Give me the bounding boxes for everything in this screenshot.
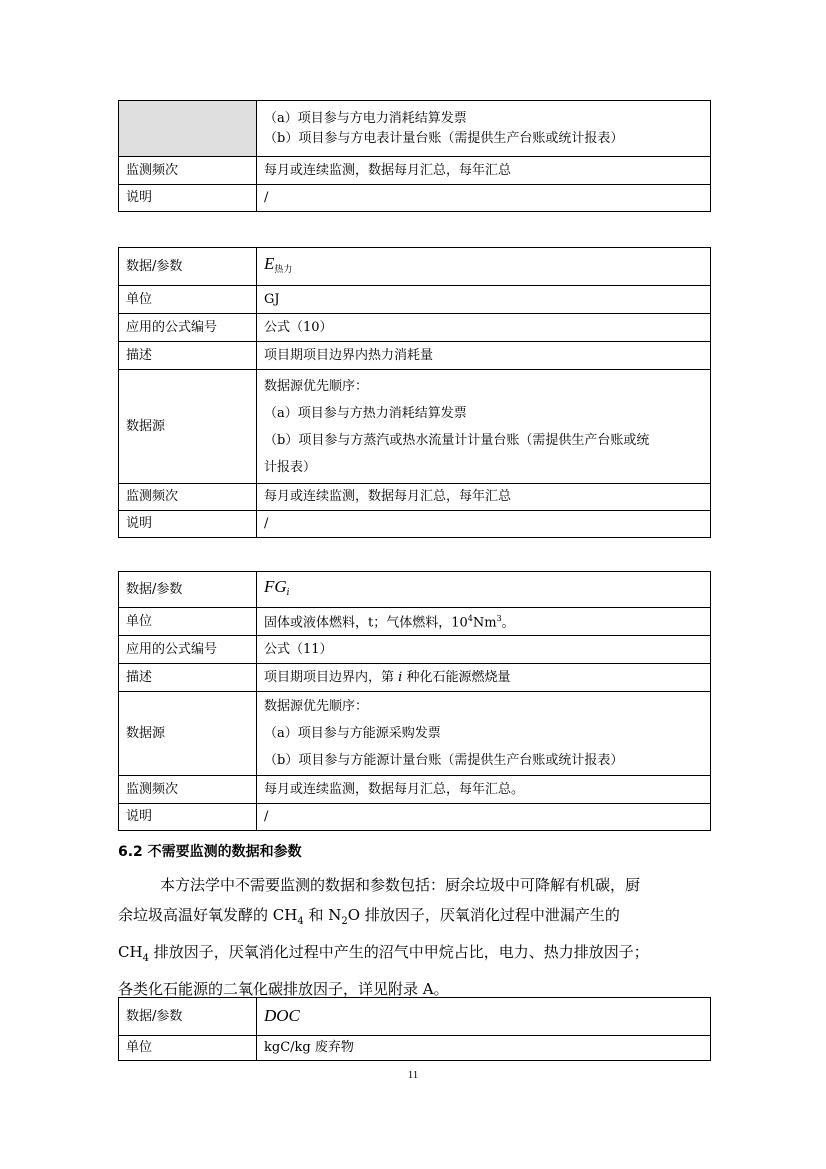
source-line: （a）项目参与方能源采购发票 (264, 726, 441, 741)
param-symbol-cell (257, 572, 711, 608)
row-value-frequency: 每月或连续监测，数据每月汇总，每年汇总。 (257, 776, 711, 804)
source-line: （a）项目参与方电力消耗结算发票 (264, 110, 467, 126)
unit-text: 固体或液体燃料，t；气体燃料，10 (264, 615, 468, 631)
row-key-frequency: 监测频次 (119, 776, 257, 804)
subscript: 4 (297, 916, 304, 927)
desc-text: 项目期项目边界内，第 (264, 669, 399, 685)
row-value-formula: 公式（11） (257, 636, 711, 664)
unit-exponent: 4 (467, 614, 473, 624)
desc-text: 种化石能源燃烧量 (402, 669, 511, 685)
source-line: 计报表） (264, 459, 317, 475)
paragraph-line (118, 900, 711, 937)
data-source-cell (257, 692, 711, 776)
paragraph-line: 各类化石能源的二氧化碳排放因子，详见附录 A。 (118, 980, 449, 998)
section-heading: 6.2 不需要监测的数据和参数 (118, 844, 302, 860)
row-value-formula: 公式（10） (257, 314, 711, 342)
param-symbol: DOC (264, 1005, 300, 1025)
text-run: O 排放因子，厌氧消化过程中泄漏产生的 (347, 906, 620, 924)
row-key-frequency: 监测频次 (119, 484, 257, 511)
row-key-parameter: 数据/参数 (119, 248, 257, 286)
desc-index: i (398, 669, 403, 685)
paragraph-line (118, 937, 711, 974)
unit-exponent: 3 (496, 614, 502, 624)
row-key-unit: 单位 (119, 608, 257, 636)
table-fossil-fuel-consumption (118, 571, 711, 831)
param-subscript: 热力 (274, 264, 293, 275)
row-value-unit (257, 608, 711, 636)
data-source-cell (257, 370, 711, 484)
row-key-unit: 单位 (119, 286, 257, 314)
body-paragraph (118, 870, 711, 1004)
row-value-frequency: 每月或连续监测，数据每月汇总，每年汇总 (257, 157, 711, 185)
subscript: 2 (341, 916, 348, 927)
text-run: 和 N (303, 906, 342, 924)
param-subscript: i (286, 587, 290, 598)
row-key-data-source: 数据源 (119, 370, 257, 484)
table-heat-consumption (118, 247, 711, 538)
source-line: （a）项目参与方热力消耗结算发票 (264, 405, 467, 421)
row-key-data-source: 数据源 (119, 692, 257, 776)
param-symbol-cell (257, 248, 711, 286)
unit-text: 。 (501, 615, 515, 631)
subscript: 4 (142, 953, 149, 964)
source-line: 数据源优先顺序： (264, 378, 369, 394)
param-symbol: FG (264, 576, 287, 596)
row-value-description (257, 664, 711, 692)
text-run: 排放因子，厌氧消化过程中产生的沼气中甲烷占比，电力、热力排放因子； (148, 943, 649, 961)
row-value-description: 项目期项目边界内热力消耗量 (257, 342, 711, 370)
row-key-description: 描述 (119, 342, 257, 370)
source-line: 数据源优先顺序： (264, 699, 369, 714)
source-line: （b）项目参与方电表计量台账（需提供生产台账或统计报表） (264, 130, 624, 146)
row-key-formula: 应用的公式编号 (119, 314, 257, 342)
row-key-unit: 单位 (119, 1036, 257, 1061)
unit-text: Nm (472, 615, 497, 631)
row-key-note: 说明 (119, 185, 257, 212)
source-line: （b）项目参与方能源计量台账（需提供生产台账或统计报表） (264, 753, 624, 768)
param-symbol-cell (257, 998, 711, 1036)
row-key-note: 说明 (119, 511, 257, 538)
text-run: CH (118, 943, 143, 961)
table-electricity-continued (118, 100, 711, 212)
page-number: 11 (407, 1069, 419, 1081)
row-value-unit: GJ (257, 286, 711, 314)
row-key-parameter: 数据/参数 (119, 998, 257, 1036)
row-key-frequency: 监测频次 (119, 157, 257, 185)
row-key-parameter: 数据/参数 (119, 572, 257, 608)
paragraph-line: 本方法学中不需要监测的数据和参数包括：厨余垃圾中可降解有机碳，厨 (160, 876, 641, 894)
table-doc (118, 997, 711, 1061)
source-line: （b）项目参与方蒸汽或热水流量计计量台账（需提供生产台账或统 (264, 432, 650, 448)
row-key-formula: 应用的公式编号 (119, 636, 257, 664)
param-symbol: E (264, 253, 275, 273)
row-key-description: 描述 (119, 664, 257, 692)
row-value-note: / (257, 185, 711, 212)
row-key-note: 说明 (119, 804, 257, 831)
row-value-frequency: 每月或连续监测，数据每月汇总，每年汇总 (257, 484, 711, 511)
data-source-cell (257, 101, 711, 157)
row-value-note: / (257, 511, 711, 538)
row-value-note: / (257, 804, 711, 831)
table-cell-empty (119, 101, 257, 157)
text-run: 余垃圾高温好氧发酵的 CH (118, 906, 298, 924)
row-value-unit: kgC/kg 废弃物 (257, 1036, 711, 1061)
